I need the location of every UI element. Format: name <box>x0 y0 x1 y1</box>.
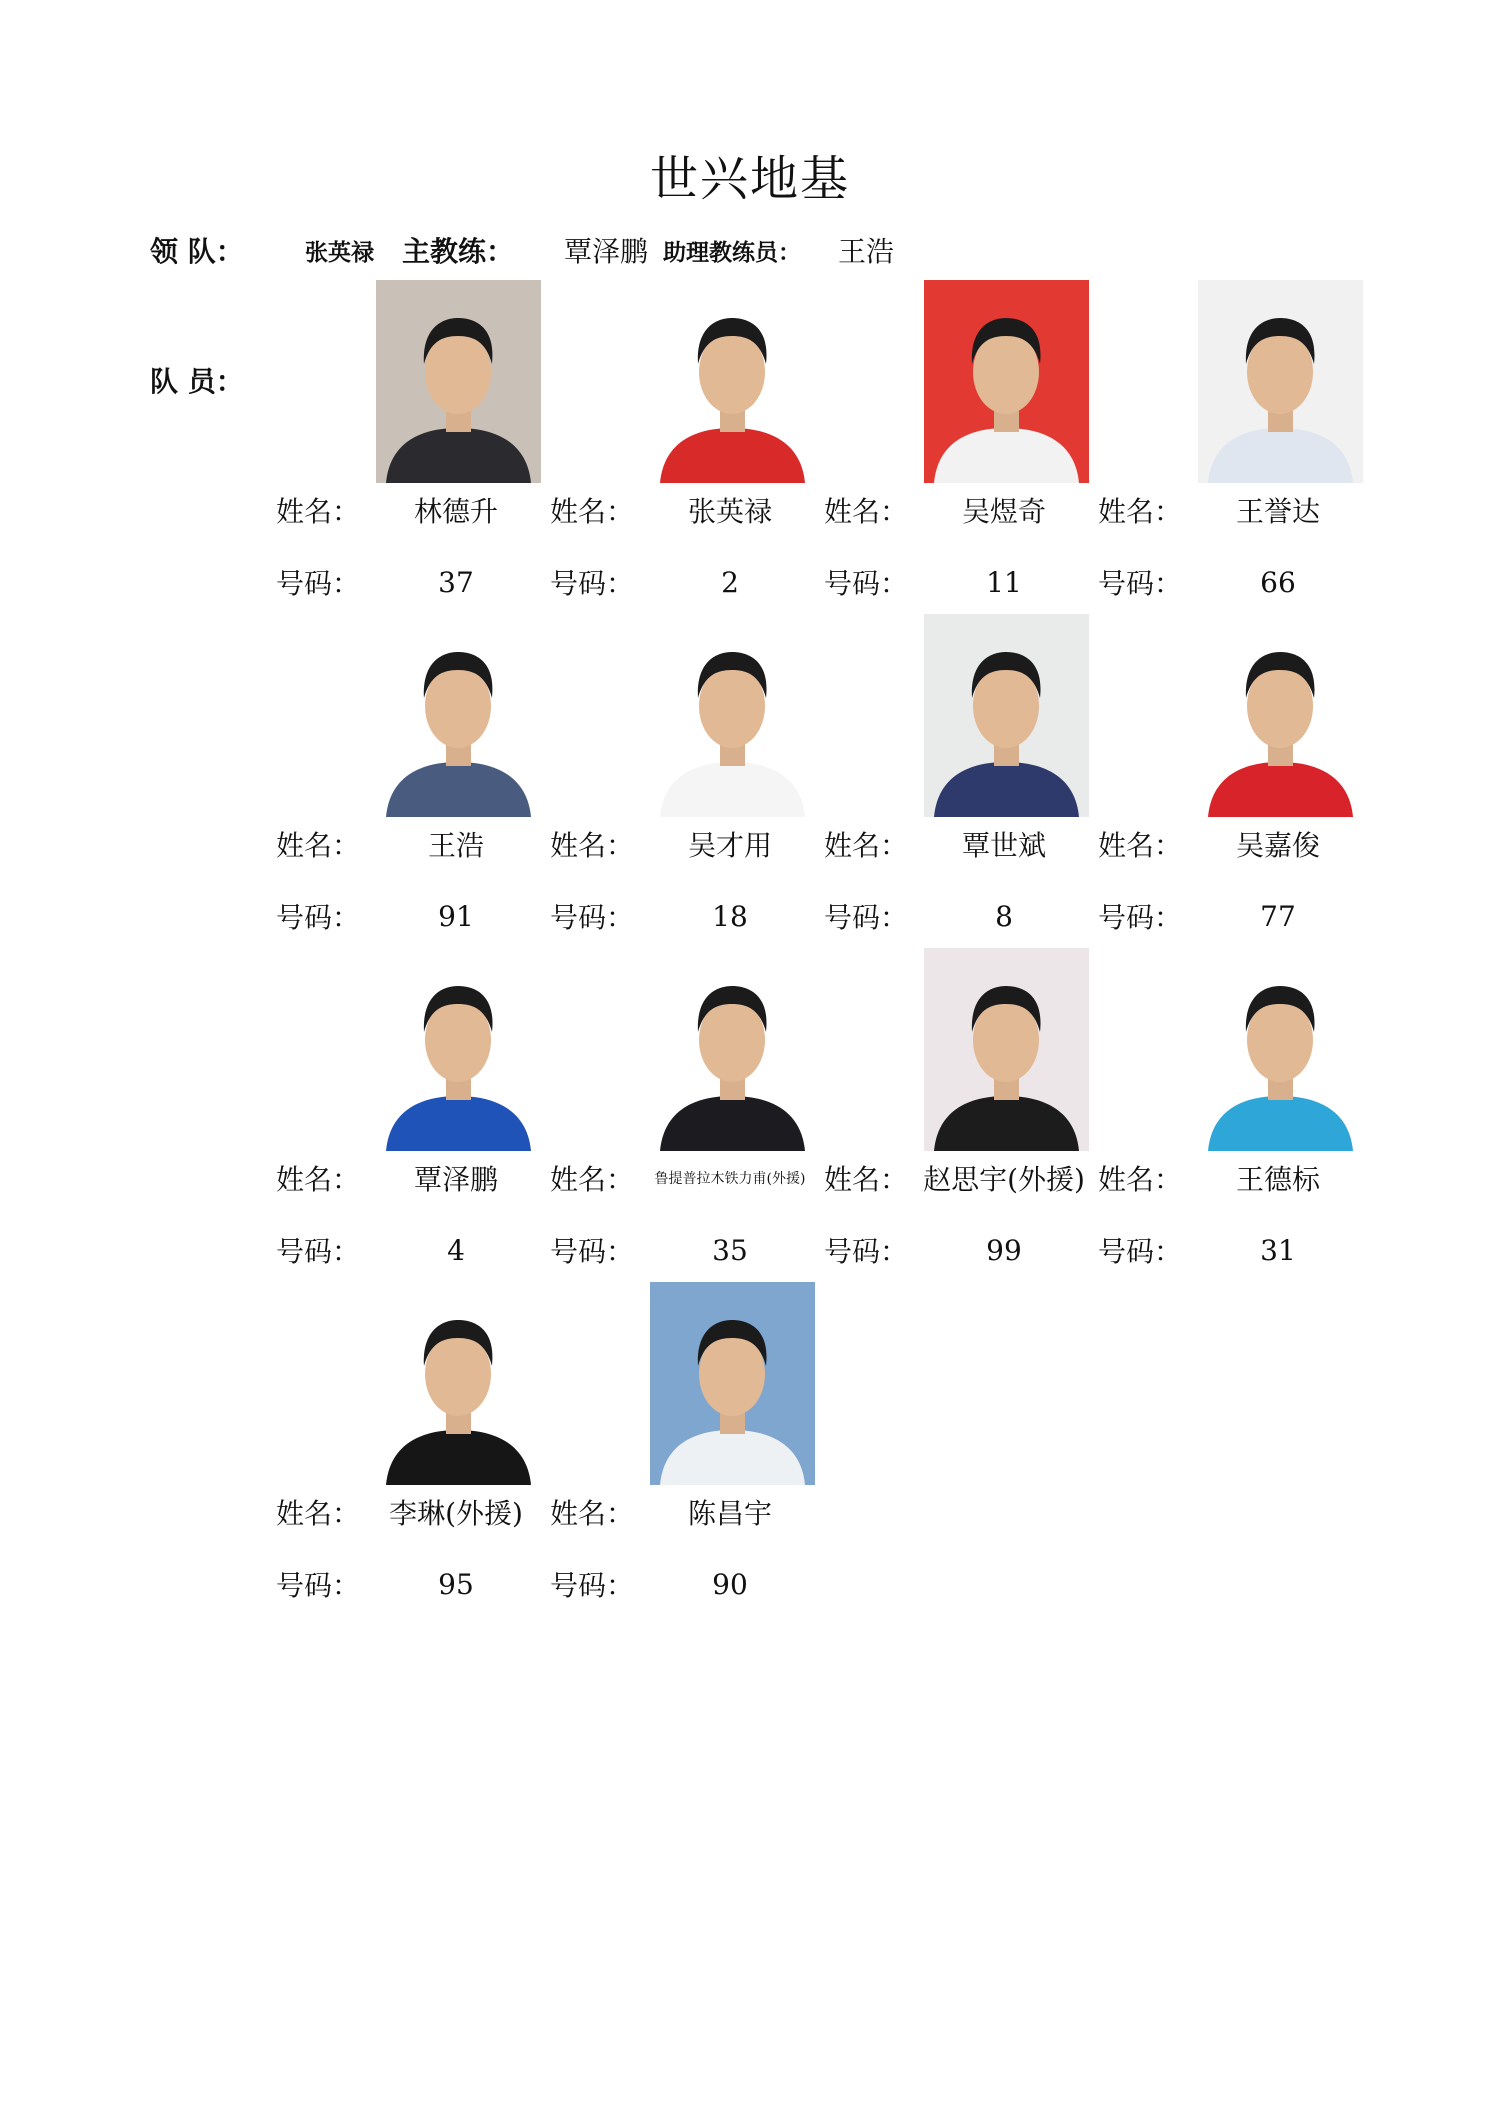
name-label: 姓名： <box>550 1163 635 1196</box>
player-name-row <box>1098 824 1373 864</box>
player-name-row <box>550 824 825 864</box>
name-label: 姓名： <box>276 1163 361 1196</box>
player-number: 31 <box>1260 1233 1296 1267</box>
name-label: 姓名： <box>550 495 635 528</box>
player-photo <box>376 614 541 817</box>
player-card <box>276 948 551 1268</box>
player-name-row <box>1098 1158 1373 1198</box>
name-label: 姓名： <box>550 1497 635 1530</box>
number-label: 号码： <box>824 1235 909 1268</box>
player-name: 陈昌宇 <box>687 1497 772 1530</box>
leader-name: 张英禄 <box>305 239 374 266</box>
player-name: 吴才用 <box>687 829 772 862</box>
player-name-row <box>824 1158 1099 1198</box>
player-number-row <box>550 896 825 936</box>
player-photo <box>376 948 541 1151</box>
number-label: 号码： <box>550 1235 635 1268</box>
head-coach-name: 覃泽鹏 <box>563 235 648 268</box>
name-label: 姓名： <box>824 495 909 528</box>
player-name: 王德标 <box>1235 1163 1320 1196</box>
player-card <box>824 280 1099 600</box>
player-name: 王誉达 <box>1235 495 1320 528</box>
player-photo <box>376 1282 541 1485</box>
player-card <box>276 1282 551 1602</box>
player-name: 王浩 <box>427 829 484 862</box>
player-card <box>1098 614 1373 934</box>
player-number: 77 <box>1260 899 1296 933</box>
player-name-row <box>276 1492 551 1532</box>
player-card <box>1098 948 1373 1268</box>
player-card <box>1098 280 1373 600</box>
name-label: 姓名： <box>1098 495 1183 528</box>
name-label: 姓名： <box>550 829 635 862</box>
player-photo <box>650 614 815 817</box>
player-photo <box>1198 614 1363 817</box>
player-name-row <box>550 1492 825 1532</box>
name-label: 姓名： <box>276 495 361 528</box>
player-photo <box>924 948 1089 1151</box>
number-label: 号码： <box>1098 901 1183 934</box>
number-label: 号码： <box>276 1235 361 1268</box>
player-name-row <box>276 824 551 864</box>
player-photo <box>376 280 541 483</box>
player-number-row <box>276 1564 551 1604</box>
player-number-row <box>550 1230 825 1270</box>
player-photo <box>924 614 1089 817</box>
page-title: 世兴地基 <box>649 151 850 207</box>
number-label: 号码： <box>550 567 635 600</box>
number-label: 号码： <box>824 567 909 600</box>
assistant-coach-name: 王浩 <box>837 235 894 268</box>
player-number: 2 <box>721 565 739 599</box>
player-name: 鲁提普拉木铁力甫(外援) <box>654 1171 806 1187</box>
number-label: 号码： <box>276 567 361 600</box>
player-number-row <box>1098 896 1373 936</box>
player-name-row <box>276 490 551 530</box>
number-label: 号码： <box>824 901 909 934</box>
player-number: 95 <box>438 1567 474 1601</box>
name-label: 姓名： <box>824 829 909 862</box>
number-label: 号码： <box>276 901 361 934</box>
name-label: 姓名： <box>1098 829 1183 862</box>
leader-label: 领 队： <box>150 235 244 268</box>
player-number: 90 <box>712 1567 748 1601</box>
player-name-row <box>550 490 825 530</box>
name-label: 姓名： <box>276 829 361 862</box>
player-number-row <box>1098 562 1373 602</box>
player-name: 吴煜奇 <box>961 495 1046 528</box>
player-card <box>550 1282 825 1602</box>
player-number: 99 <box>986 1233 1022 1267</box>
head-coach-label: 主教练： <box>402 235 515 268</box>
player-number-row <box>1098 1230 1373 1270</box>
player-number: 11 <box>986 565 1022 599</box>
player-number-row <box>276 1230 551 1270</box>
player-number: 18 <box>712 899 748 933</box>
staff-line <box>150 228 911 272</box>
number-label: 号码： <box>276 1569 361 1602</box>
player-name-row <box>1098 490 1373 530</box>
assistant-coach-label: 助理教练员： <box>663 239 801 266</box>
player-photo <box>1198 280 1363 483</box>
player-name: 林德升 <box>413 495 498 528</box>
player-card <box>550 948 825 1268</box>
player-number: 8 <box>995 899 1013 933</box>
player-photo <box>650 1282 815 1485</box>
player-name-row <box>824 490 1099 530</box>
name-label: 姓名： <box>276 1497 361 1530</box>
player-name: 李琳(外援) <box>389 1497 523 1530</box>
player-number: 66 <box>1260 565 1296 599</box>
player-number: 35 <box>712 1233 748 1267</box>
player-card <box>276 614 551 934</box>
number-label: 号码： <box>550 1569 635 1602</box>
members-label: 队 员： <box>150 365 244 398</box>
player-number-row <box>824 1230 1099 1270</box>
name-label: 姓名： <box>824 1163 909 1196</box>
player-name-row <box>276 1158 551 1198</box>
player-number-row <box>824 896 1099 936</box>
player-name-row <box>824 824 1099 864</box>
player-card <box>824 614 1099 934</box>
name-label: 姓名： <box>1098 1163 1183 1196</box>
number-label: 号码： <box>1098 567 1183 600</box>
player-name: 张英禄 <box>687 495 772 528</box>
player-card <box>550 280 825 600</box>
player-number-row <box>824 562 1099 602</box>
player-number: 37 <box>438 565 474 599</box>
player-number-row <box>276 896 551 936</box>
player-number: 91 <box>438 899 474 933</box>
player-name: 赵思宇(外援) <box>923 1163 1085 1196</box>
player-number-row <box>276 562 551 602</box>
player-card <box>276 280 551 600</box>
player-photo <box>924 280 1089 483</box>
player-photo <box>650 948 815 1151</box>
player-photo <box>1198 948 1363 1151</box>
player-number: 4 <box>447 1233 465 1267</box>
player-name: 覃泽鹏 <box>413 1163 498 1196</box>
player-number-row <box>550 1564 825 1604</box>
player-photo <box>650 280 815 483</box>
player-number-row <box>550 562 825 602</box>
player-name: 吴嘉俊 <box>1235 829 1320 862</box>
number-label: 号码： <box>1098 1235 1183 1268</box>
player-card <box>550 614 825 934</box>
player-card <box>824 948 1099 1268</box>
player-name: 覃世斌 <box>961 829 1046 862</box>
player-name-row <box>550 1158 825 1198</box>
number-label: 号码： <box>550 901 635 934</box>
